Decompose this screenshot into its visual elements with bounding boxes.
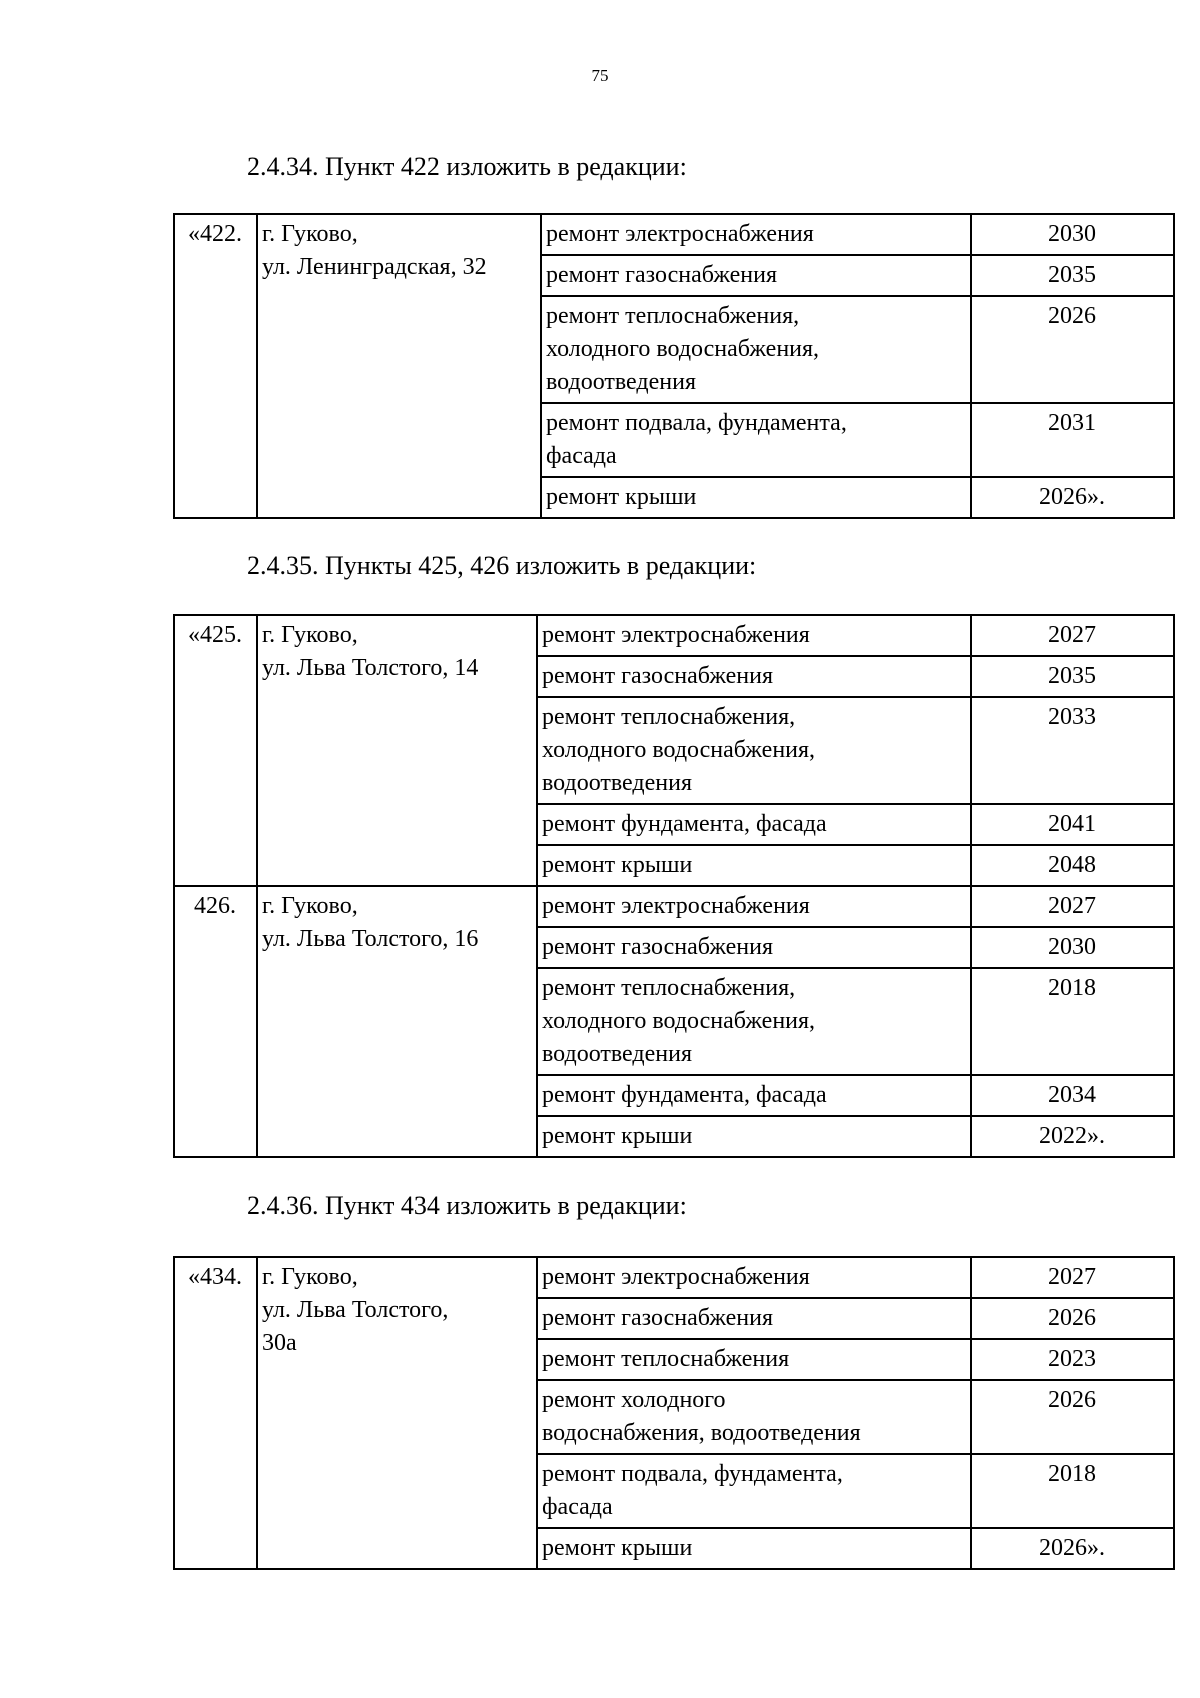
- amendment-table: [173, 1256, 1175, 1570]
- address-cell: [257, 1257, 537, 1569]
- work-line: ремонт электроснабжения: [542, 622, 810, 648]
- work-year: 2034: [971, 1075, 1174, 1116]
- address-line: ул. Льва Толстого, 14: [262, 655, 479, 681]
- work-line: ремонт теплоснабжения,: [546, 303, 800, 329]
- address-line: г. Гуково,: [262, 893, 358, 919]
- address-line: 30а: [262, 1330, 297, 1356]
- item-number: «434.: [174, 1257, 257, 1569]
- table-row: [174, 1257, 1174, 1298]
- address-line: ул. Ленинградская, 32: [262, 254, 487, 280]
- work-type: [541, 296, 971, 403]
- work-type: [537, 1339, 971, 1380]
- work-year: 2027: [971, 1257, 1174, 1298]
- amendment-table: [173, 213, 1175, 519]
- address-line: г. Гуково,: [262, 622, 358, 648]
- work-type: [537, 968, 971, 1075]
- work-year: 2018: [971, 968, 1174, 1075]
- work-line: ремонт крыши: [542, 1123, 693, 1149]
- work-year: 2018: [971, 1454, 1174, 1528]
- work-line: ремонт газоснабжения: [542, 1305, 774, 1331]
- item-number: 426.: [174, 886, 257, 1157]
- work-year: 2026».: [971, 477, 1174, 518]
- table-row: [174, 214, 1174, 255]
- work-line: ремонт газоснабжения: [542, 663, 774, 689]
- work-line: ремонт электроснабжения: [546, 221, 814, 247]
- amendment-table: [173, 614, 1175, 1158]
- work-line: ремонт электроснабжения: [542, 1264, 810, 1290]
- work-line: ремонт холодного: [542, 1387, 726, 1413]
- section-heading: 2.4.34. Пункт 422 изложить в редакции:: [247, 152, 687, 181]
- section-heading: 2.4.36. Пункт 434 изложить в редакции:: [247, 1191, 687, 1220]
- address-line: ул. Льва Толстого,: [262, 1297, 449, 1323]
- work-type: [537, 1257, 971, 1298]
- work-line: водоотведения: [542, 1041, 692, 1067]
- work-type: [541, 255, 971, 296]
- work-type: [537, 804, 971, 845]
- work-year: 2030: [971, 927, 1174, 968]
- work-year: 2041: [971, 804, 1174, 845]
- table-row: [174, 615, 1174, 656]
- work-type: [541, 214, 971, 255]
- section-heading: 2.4.35. Пункты 425, 426 изложить в редакции:: [247, 551, 757, 580]
- work-type: [537, 886, 971, 927]
- work-type: [541, 403, 971, 477]
- work-type: [537, 1528, 971, 1569]
- work-line: холодного водоснабжения,: [546, 336, 820, 362]
- item-number: «425.: [174, 615, 257, 886]
- work-year: 2035: [971, 656, 1174, 697]
- work-line: ремонт теплоснабжения: [542, 1346, 790, 1372]
- work-line: ремонт газоснабжения: [542, 934, 774, 960]
- address-cell: [257, 886, 537, 1157]
- work-type: [541, 477, 971, 518]
- work-type: [537, 1116, 971, 1157]
- work-line: фасада: [542, 1494, 613, 1520]
- work-year: 2035: [971, 255, 1174, 296]
- work-type: [537, 1075, 971, 1116]
- work-year: 2026: [971, 296, 1174, 403]
- work-type: [537, 1380, 971, 1454]
- work-line: холодного водоснабжения,: [542, 1008, 816, 1034]
- work-year: 2048: [971, 845, 1174, 886]
- work-year: 2023: [971, 1339, 1174, 1380]
- work-year: 2033: [971, 697, 1174, 804]
- address-line: ул. Льва Толстого, 16: [262, 926, 479, 952]
- work-type: [537, 1454, 971, 1528]
- work-line: ремонт теплоснабжения,: [542, 704, 796, 730]
- work-line: ремонт теплоснабжения,: [542, 975, 796, 1001]
- item-number: «422.: [174, 214, 257, 518]
- work-year: 2030: [971, 214, 1174, 255]
- work-line: ремонт крыши: [546, 484, 697, 510]
- address-cell: [257, 214, 541, 518]
- work-year: 2027: [971, 886, 1174, 927]
- table-row: [174, 886, 1174, 927]
- work-line: ремонт фундамента, фасада: [542, 1082, 827, 1108]
- work-line: ремонт подвала, фундамента,: [542, 1461, 843, 1487]
- work-type: [537, 927, 971, 968]
- work-year: 2031: [971, 403, 1174, 477]
- work-year: 2026».: [971, 1528, 1174, 1569]
- work-line: ремонт фундамента, фасада: [542, 811, 827, 837]
- work-line: фасада: [546, 443, 617, 469]
- work-line: ремонт крыши: [542, 1535, 693, 1561]
- work-type: [537, 1298, 971, 1339]
- work-line: холодного водоснабжения,: [542, 737, 816, 763]
- work-year: 2026: [971, 1380, 1174, 1454]
- work-type: [537, 615, 971, 656]
- work-year: 2027: [971, 615, 1174, 656]
- work-type: [537, 697, 971, 804]
- work-year: 2022».: [971, 1116, 1174, 1157]
- work-type: [537, 845, 971, 886]
- work-line: водоснабжения, водоотведения: [542, 1420, 861, 1446]
- address-cell: [257, 615, 537, 886]
- work-year: 2026: [971, 1298, 1174, 1339]
- page-number: 75: [591, 66, 609, 85]
- work-line: ремонт электроснабжения: [542, 893, 810, 919]
- work-type: [537, 656, 971, 697]
- work-line: ремонт газоснабжения: [546, 262, 778, 288]
- address-line: г. Гуково,: [262, 1264, 358, 1290]
- work-line: ремонт подвала, фундамента,: [546, 410, 847, 436]
- work-line: водоотведения: [542, 770, 692, 796]
- work-line: ремонт крыши: [542, 852, 693, 878]
- address-line: г. Гуково,: [262, 221, 358, 247]
- work-line: водоотведения: [546, 369, 696, 395]
